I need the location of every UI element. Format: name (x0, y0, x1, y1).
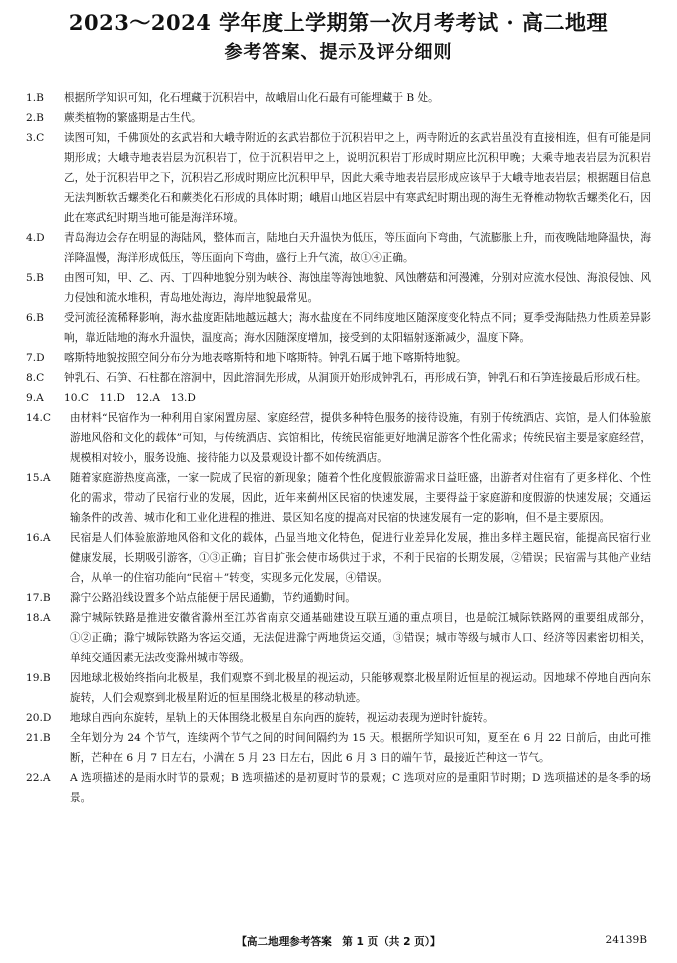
answer-number: 4.D (26, 232, 45, 244)
answer-item (26, 528, 651, 588)
answer-explanation: 随着家庭游热度高涨，一家一院成了民宿的新现象；随着个性化度假旅游需求日益旺盛，出游者对住宿有了更多样化、个性化的需求，带动了民宿行业的发展，因此，近年来蓟州区民宿的快速发展，主要得益于家庭游和度假游的快速发展；交通运输条件的改善、城市化和工业化进程的推进、景区知名度的提高对民宿的快速发展有一定的影响，但不是主要原因。 (70, 472, 651, 524)
answer-number: 5.B (26, 272, 44, 284)
answer-explanation: 蕨类植物的繁盛期是古生代。 (64, 112, 202, 124)
answer-item (26, 728, 651, 768)
answer-number: 20.D (26, 712, 52, 724)
answer-item (26, 668, 651, 708)
answer-item (26, 588, 651, 608)
answer-explanation: 全年划分为 24 个节气，连续两个节气之间的时间间隔约为 15 天。根据所学知识可知，夏至在 6 月 22 日前后，由此可推断，芒种在 6 月 7 日左右，小满在 5 月 23 日左右，因此 6 月 3 日的端午节，最接近芒种这一节气。 (70, 732, 651, 764)
answer-item (26, 348, 651, 368)
page-title: 2023～2024 学年度上学期第一次月考考试 · 高二地理 (68, 10, 609, 35)
answer-number: 7.D (26, 352, 45, 364)
answer-explanation: 由材料“民宿作为一种利用自家闲置房屋、家庭经营，提供多种特色服务的接待设施，有别于传统酒店、宾馆，是人们体验旅游地风俗和文化的载体”可知，与传统酒店、宾馆相比，传统民宿能更好地满足游客个性化需求；传统民宿主要是家庭经营，规模相对较小，服务设施、接待能力以及景观设计都不如传统酒店。 (70, 412, 651, 464)
footer-page-label: 【高二地理参考答案 第 1 页（共 2 页）】 (236, 936, 441, 948)
answer-item (26, 468, 651, 528)
answer-explanation: 地球自西向东旋转，星轨上的天体围绕北极星自东向西的旋转，视运动表现为逆时针旋转。 (70, 712, 494, 724)
footer-code: 24139B (605, 934, 647, 946)
page-subtitle: 参考答案、提示及评分细则 (224, 42, 453, 63)
answer-number: 15.A (26, 472, 51, 484)
answer-item (26, 408, 651, 468)
answer-number: 14.C (26, 412, 51, 424)
answer-number: 9.A (26, 392, 44, 404)
answer-item (26, 108, 651, 128)
answer-explanation: 滁宁公路沿线设置多个站点能便于居民通勤，节约通勤时间。 (70, 592, 357, 604)
page-footer (0, 934, 677, 952)
answer-number: 17.B (26, 592, 51, 604)
answer-number: 6.B (26, 312, 44, 324)
answer-number: 22.A (26, 772, 51, 784)
answer-item (26, 128, 651, 228)
answer-item (26, 268, 651, 308)
answer-item (26, 608, 651, 668)
answer-explanation: A 选项描述的是雨水时节的景观；B 选项描述的是初夏时节的景观；C 选项对应的是重阳节时期；D 选项描述的是冬季的场景。 (70, 772, 651, 804)
answer-number: 8.C (26, 372, 45, 384)
answer-explanation: 10.C 11.D 12.A 13.D (64, 392, 196, 404)
answer-item (26, 768, 651, 808)
answer-number: 2.B (26, 112, 44, 124)
answer-number: 19.B (26, 672, 51, 684)
answer-number: 18.A (26, 612, 51, 624)
answer-explanation: 因地球北极始终指向北极星，我们观察不到北极星的视运动，只能够观察北极星附近恒星的视运动。因地球不停地自西向东旋转，人们会观察到北极星附近的恒星围绕北极星的移动轨迹。 (70, 672, 651, 704)
answer-explanation: 由图可知，甲、乙、丙、丁四种地貌分别为峡谷、海蚀崖等海蚀地貌、风蚀蘑菇和河漫滩，分别对应流水侵蚀、海浪侵蚀、风力侵蚀和流水堆积，青岛地处海边，海岸地貌最常见。 (64, 272, 651, 304)
answer-explanation: 钟乳石、石笋、石柱都在溶洞中，因此溶洞先形成，从洞顶开始形成钟乳石，再形成石笋，钟乳石和石笋连接最后形成石柱。 (64, 372, 647, 384)
answer-item (26, 368, 651, 388)
answer-explanation: 根据所学知识可知，化石埋藏于沉积岩中，故峨眉山化石最有可能埋藏于 B 处。 (64, 92, 439, 104)
answer-item (26, 388, 651, 408)
answer-number: 1.B (26, 92, 44, 104)
answer-item (26, 88, 651, 108)
answer-number: 3.C (26, 132, 45, 144)
answer-explanation: 读图可知，千佛顶处的玄武岩和大峨寺附近的玄武岩都位于沉积岩甲之上，两寺附近的玄武岩虽没有直接相连，但有可能是同期形成；大峨寺地表岩层为沉积岩丁，位于沉积岩甲之上，说明沉积岩丁形成时期应比沉积甲晚；大乘寺地表岩层为沉积岩乙，处于沉积岩甲之下，沉积岩乙形成时期应比沉积甲早，因此大乘寺地表岩层形成应该早于大峨寺地表岩层；根据题目信息无法判断软舌螺类化石和蕨类化石形成的具体时期；峨眉山地区岩层中有寒武纪时期出现的海生无脊椎动物软舌螺类化石，因此在寒武纪时期当地可能是海洋环境。 (64, 132, 651, 224)
answer-list (26, 88, 651, 808)
answer-item (26, 708, 651, 728)
answer-number: 21.B (26, 732, 51, 744)
answer-item (26, 308, 651, 348)
answer-explanation: 民宿是人们体验旅游地风俗和文化的载体，凸显当地文化特色，促进行业差异化发展，推出多样主题民宿，能提高民宿行业健康发展，长期吸引游客，①③正确；盲目扩张会使市场供过于求，不利于民宿的长期发展，②错误；民宿需与其他产业结合，从单一的住宿功能向“民宿＋”转变，实现多元化发展，④错误。 (70, 532, 651, 584)
answer-explanation: 青岛海边会存在明显的海陆风，整体而言，陆地白天升温快为低压，等压面向下弯曲，气流膨胀上升，而夜晚陆地降温快，海洋降温慢，海洋形成低压，等压面向下弯曲，盛行上升气流，故①④正确。 (64, 232, 651, 264)
answer-explanation: 喀斯特地貌按照空间分布分为地表喀斯特和地下喀斯特。钟乳石属于地下喀斯特地貌。 (64, 352, 467, 364)
answer-item (26, 228, 651, 268)
answer-explanation: 滁宁城际铁路是推进安徽省滁州至江苏省南京交通基础建设互联互通的重点项目，也是皖江城际铁路网的重要组成部分，①②正确；滁宁城际铁路为客运交通，无法促进滁宁两地货运交通，③错误；城市等级与城市人口、经济等因素密切相关，单纯交通因素无法改变滁州城市等级。 (70, 612, 651, 664)
answer-explanation: 受河流径流稀释影响，海水盐度距陆地越远越大；海水盐度在不同纬度地区随深度变化特点不同；夏季受海陆热力性质差异影响，靠近陆地的海水升温快，温度高；海水因随深度增加，接受到的太阳辐射逐渐减少，温度下降。 (64, 312, 651, 344)
answer-number: 16.A (26, 532, 51, 544)
